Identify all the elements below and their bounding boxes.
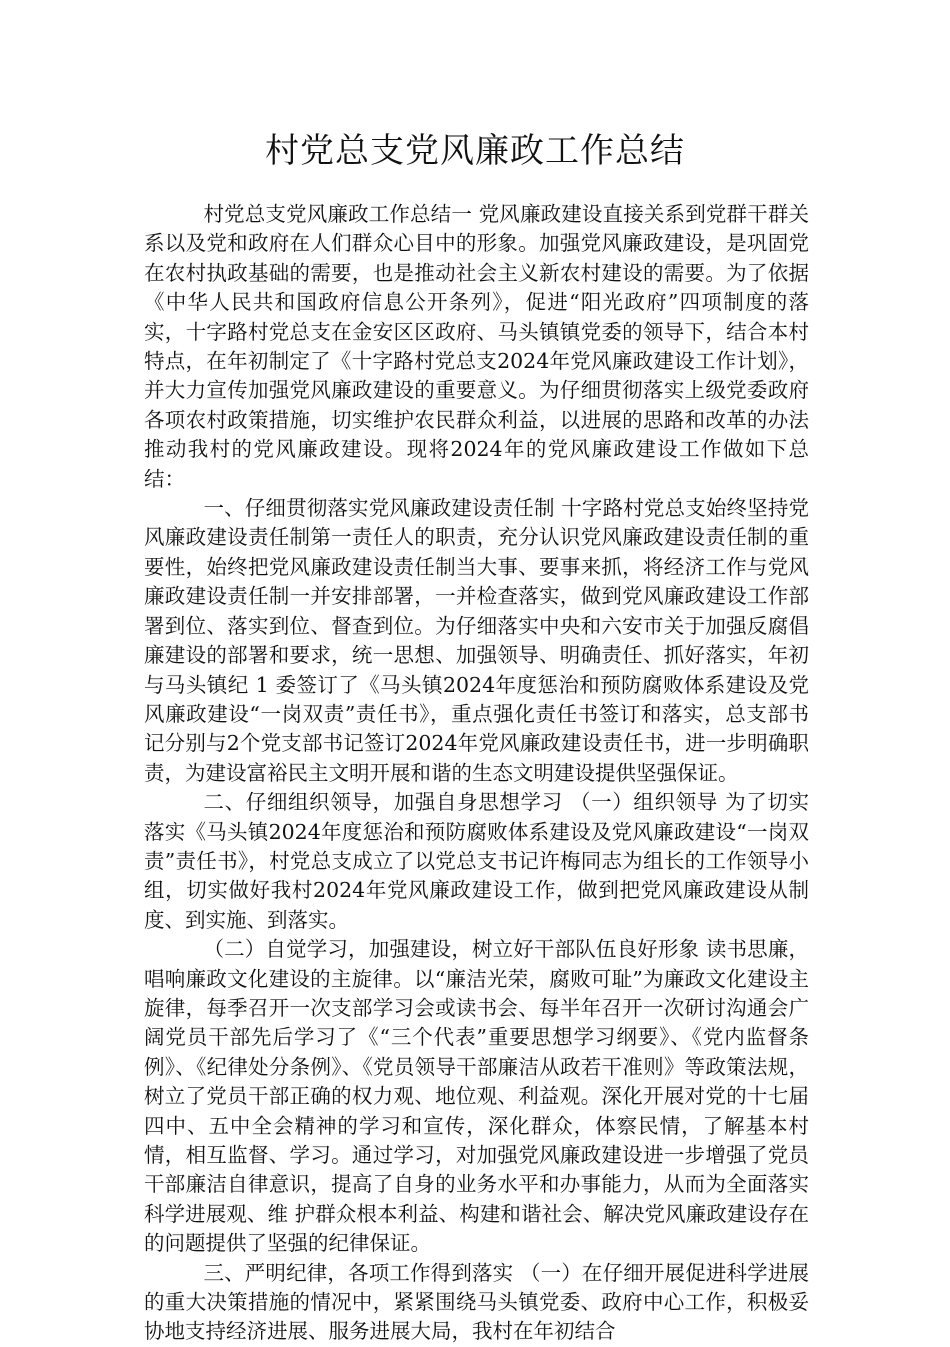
paragraph-intro: 村党总支党风廉政工作总结一 党风廉政建设直接关系到党群干群关系以及党和政府在人们群众心目中的形象。加强党风廉政建设，是巩固党在农村执政基础的需要，也是推动社会主义新农村建设的需要。为了依据《中华人民共和国政府信息公开条列》，促进“阳光政府”四项制度的落实，十字路村党总支在金安区区政府、马头镇镇党委的领导下，结合本村特点，在年初制定了《十字路村党总支2024年党风廉政建设工作计划》，并大力宣传加强党风廉政建设的重要意义。为仔细贯彻落实上级党委政府各项农村政策措施，切实维护农民群众利益，以进展的思路和改革的办法推动我村的党风廉政建设。现将2024年的党风廉政建设工作做如下总结： <box>144 202 809 491</box>
paragraph-section-3: 三、严明纪律，各项工作得到落实 （一）在仔细开展促进科学进展的重大决策措施的情况中，紧紧围绕马头镇党委、政府中心工作，积极妥协地支持经济进展、服务进展大局，我村在年初结合 <box>144 1260 809 1344</box>
paragraph-section-1: 一、仔细贯彻落实党风廉政建设责任制 十字路村党总支始终坚持党风廉政建设责任制第一责任人的职责，充分认识党风廉政建设责任制的重要性，始终把党风廉政建设责任制当大事、要事来抓，将经济工作与党风廉政建设责任制一并安排部署，一并检查落实，做到党风廉政建设工作部署到位、落实到位、督查到位。为仔细落实中央和六安市关于加强反腐倡廉建设的部署和要求，统一思想、加强领导、明确责任、抓好落实，年初与马头镇纪 1 委签订了《马头镇2024年度惩治和预防腐败体系建设及党风廉政建设“一岗双责”责任书》，重点强化责任书签订和落实，总支部书记分别与2个党支部书记签订2024年党风廉政建设责任书，进一步明确职责，为建设富裕民主文明开展和谐的生态文明建设提供坚强保证。 <box>144 496 809 785</box>
paragraph-section-2: 二、仔细组织领导，加强自身思想学习 （一）组织领导 为了切实落实《马头镇2024年度惩治和预防腐败体系建设及党风廉政建设“一岗双责”责任书》，村党总支成立了以党总支书记许梅同志为组长的工作领导小组，切实做好我村2024年党风廉政建设工作，做到把党风廉政建设从制度、到实施、到落实。 <box>144 790 809 932</box>
document-body <box>144 200 809 1347</box>
paragraph-section-2-sub-2: （二）自觉学习，加强建设，树立好干部队伍良好形象 读书思廉，唱响廉政文化建设的主旋律。以“廉洁光荣，腐败可耻”为廉政文化建设主旋律，每季召开一次支部学习会或读书会、每半年召开一次研讨沟通会广阔党员干部先后学习了《“三个代表”重要思想学习纲要》、《党内监督条例》、《纪律处分条例》、《党员领导干部廉洁从政若干准则》等政策法规，树立了党员干部正确的权力观、地位观、利益观。深化开展对党的十七届四中、五中全会精神的学习和宣传，深化群众，体察民情，了解基本村情，相互监督、学习。通过学习，对加强党风廉政建设进一步增强了党员干部廉洁自律意识，提高了自身的业务水平和办事能力，从而为全面落实科学进展观、维 护群众根本利益、构建和谐社会、解决党风廉政建设存在的问题提供了坚强的纪律保证。 <box>144 937 809 1256</box>
document-title: 村党总支党风廉政工作总结 <box>265 131 685 171</box>
